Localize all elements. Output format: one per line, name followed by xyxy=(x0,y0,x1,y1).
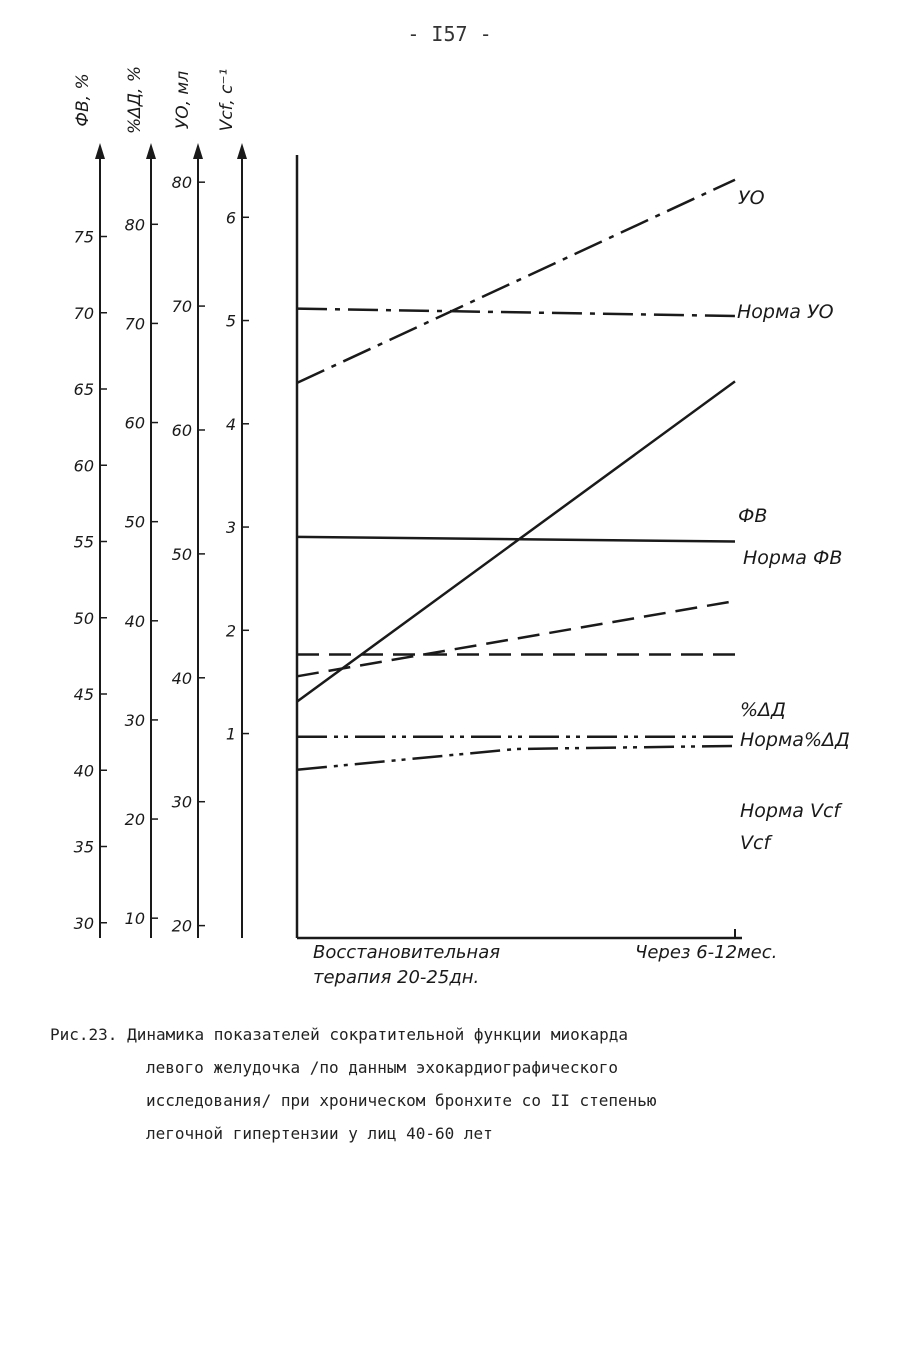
tick-label: 30 xyxy=(73,913,94,933)
plot-layer xyxy=(297,180,735,770)
y-axis-4-arrow xyxy=(237,143,247,159)
caption-line-1: Рис.23. Динамика показателей сократительной функции миокарда xyxy=(50,1025,628,1044)
tick-label: 10 xyxy=(124,909,145,929)
tick-label: 4 xyxy=(225,414,236,434)
tick-label: 65 xyxy=(73,380,94,399)
tick-label: 75 xyxy=(73,227,94,247)
tick-label: 2 xyxy=(225,621,236,641)
tick-label: 20 xyxy=(124,810,145,830)
tick-label: 70 xyxy=(124,314,145,334)
label-layer xyxy=(313,187,850,988)
series-label: Vcf xyxy=(740,832,771,854)
tick-label: 30 xyxy=(171,792,192,812)
tick-label: 80 xyxy=(124,215,145,235)
y-axis-2-arrow xyxy=(146,143,156,159)
tick-label: 70 xyxy=(171,297,192,317)
tick-label: 40 xyxy=(73,761,94,781)
tick-label: 5 xyxy=(225,311,236,331)
y-axis-1-arrow xyxy=(95,143,105,159)
figure-caption xyxy=(50,1018,830,1150)
x-category-label: Через 6-12мес. xyxy=(635,942,778,963)
tick-label: 40 xyxy=(124,611,145,631)
tick-label: 35 xyxy=(73,837,94,857)
y-axis-title-4: Vcf, c⁻¹ xyxy=(217,68,237,132)
series-label: Норма УО xyxy=(737,301,834,323)
series-label: %ΔД xyxy=(740,699,786,721)
caption-line-2: левого желудочка /по данным эхокардиографического xyxy=(146,1058,619,1077)
series-label: Норма%ΔД xyxy=(740,729,850,751)
tick-label: 60 xyxy=(73,456,94,476)
series-line xyxy=(297,180,735,383)
tick-label: 20 xyxy=(171,916,192,936)
tick-label: 50 xyxy=(73,608,94,628)
y-axis-title-2: %ΔД, % xyxy=(125,65,145,135)
series-label: Норма Vcf xyxy=(740,800,841,822)
y-axis-title-1: ФВ, % xyxy=(73,73,93,127)
caption-line-4: легочной гипертензии у лиц 40-60 лет xyxy=(146,1124,493,1143)
tick-label: 30 xyxy=(124,710,145,730)
tick-label: 70 xyxy=(73,303,94,323)
tick-label: 50 xyxy=(171,544,192,564)
tick-label: 40 xyxy=(171,668,192,688)
tick-label: 6 xyxy=(225,208,236,228)
series-line xyxy=(297,309,735,316)
series-label: Норма ФВ xyxy=(743,547,843,569)
series-line xyxy=(297,746,735,770)
page-number: - I57 - xyxy=(407,22,492,46)
tick-label: 80 xyxy=(171,173,192,193)
caption-line-3: исследования/ при хроническом бронхите со II степенью xyxy=(146,1091,657,1110)
tick-label: 60 xyxy=(124,413,145,433)
x-category-label: Восстановительная xyxy=(313,942,501,963)
y-axis-title-3: УО, мл xyxy=(173,70,193,130)
series-label: УО xyxy=(738,187,765,209)
x-category-label: терапия 20-25дн. xyxy=(313,967,480,988)
tick-label: 45 xyxy=(73,685,94,704)
y-axis-3-arrow xyxy=(193,143,203,159)
tick-label: 55 xyxy=(73,532,94,552)
axes-layer xyxy=(73,66,742,938)
tick-label: 50 xyxy=(124,512,145,532)
tick-label: 60 xyxy=(171,420,192,440)
series-line xyxy=(297,601,735,676)
tick-label: 3 xyxy=(225,518,236,538)
tick-label: 1 xyxy=(225,724,236,744)
series-label: ФВ xyxy=(738,505,768,527)
